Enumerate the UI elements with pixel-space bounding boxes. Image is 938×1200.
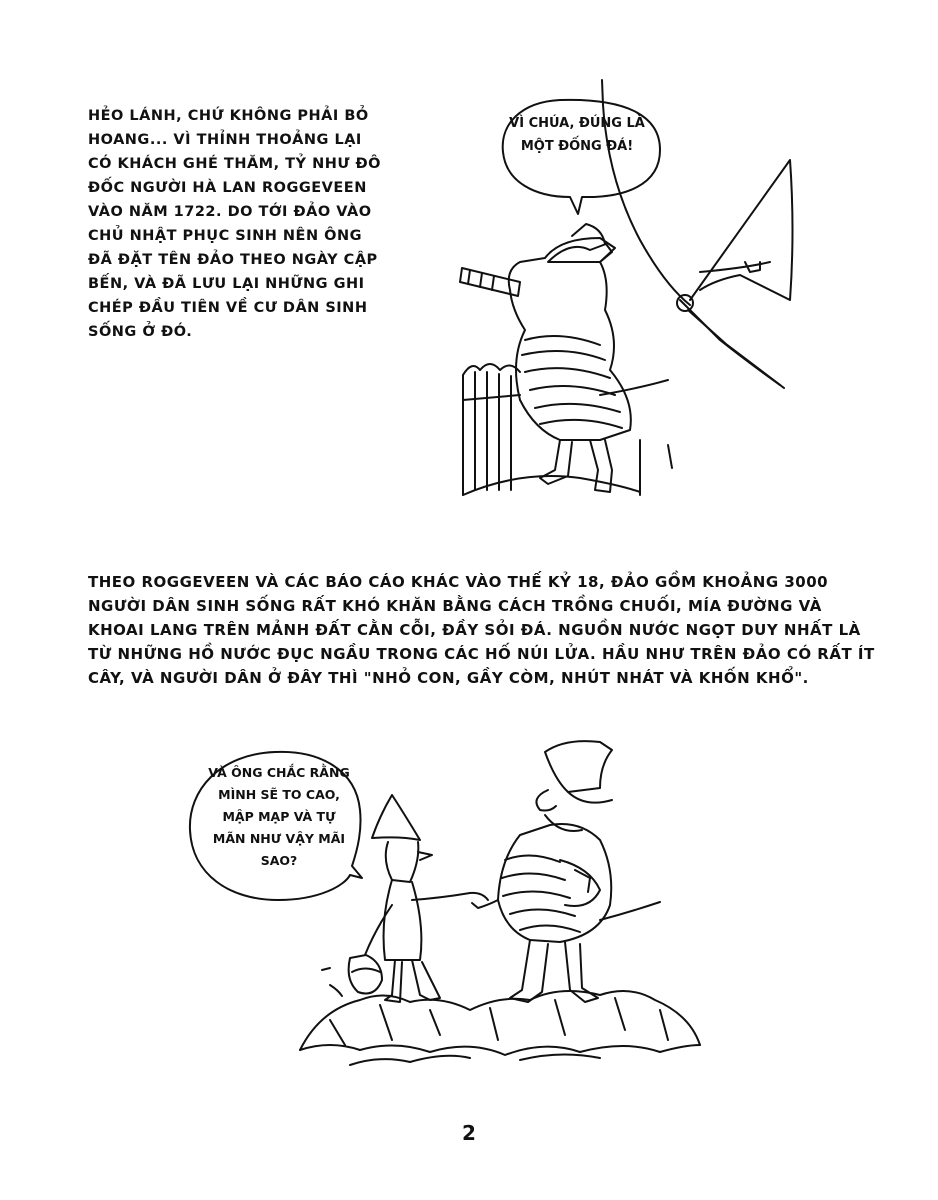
- caption-middle: THEO ROGGEVEEN VÀ CÁC BÁO CÁO KHÁC VÀO THẾ KỶ 18, ĐẢO GỒM KHOẢNG 3000 NGƯỜI DÂN SINH SỐNG RẤT KHÓ KHĂN BẰNG CÁCH TRỒNG CHUỐI, MÍA ĐƯỜNG VÀ KHOAI LANG TRÊN MẢNH ĐẤT CẰN CỖI, ĐẦY SỎI ĐÁ. NGUỒN NƯỚC NGỌT DUY NHẤT LÀ TỪ NHỮNG HỒ NƯỚC ĐỤC NGẦU TRONG CÁC HỐ NÚI LỬA. HẦU NHƯ TRÊN ĐẢO CÓ RẤT ÍT CÂY, VÀ NGƯỜI DÂN Ở ĐÂY THÌ "NHỎ CON, GẦY CÒM, NHÚT NHÁT VÀ KHỐN KHỔ".: [88, 573, 875, 687]
- speech-bubble-bottom-text: VÀ ÔNG CHẮC RẰNG MÌNH SẼ TO CAO, MẬP MẠP VÀ TỰ MÃN NHƯ VẬY MÃI SAO?: [208, 765, 350, 868]
- speech-bubble-top-text: VÌ CHÚA, ĐÚNG LÀ MỘT ĐỐNG ĐÁ!: [509, 116, 645, 154]
- page-number: 2: [462, 1121, 476, 1145]
- caption-top: HẺO LÁNH, CHỨ KHÔNG PHẢI BỎ HOANG... VÌ THỈNH THOẢNG LẠI CÓ KHÁCH GHÉ THĂM, TỶ NHƯ ĐÔ ĐỐC NGƯỜI HÀ LAN ROGGEVEEN VÀO NĂM 1722. DO TỚI ĐẢO VÀO CHỦ NHẬT PHỤC SINH NÊN ÔNG ĐÃ ĐẶT TÊN ĐẢO THEO NGÀY CẬP BẾN, VÀ ĐÃ LƯU LẠI NHỮNG GHI CHÉP ĐẦU TIÊN VỀ CƯ DÂN SINH SỐNG Ở ĐÓ.: [88, 108, 382, 340]
